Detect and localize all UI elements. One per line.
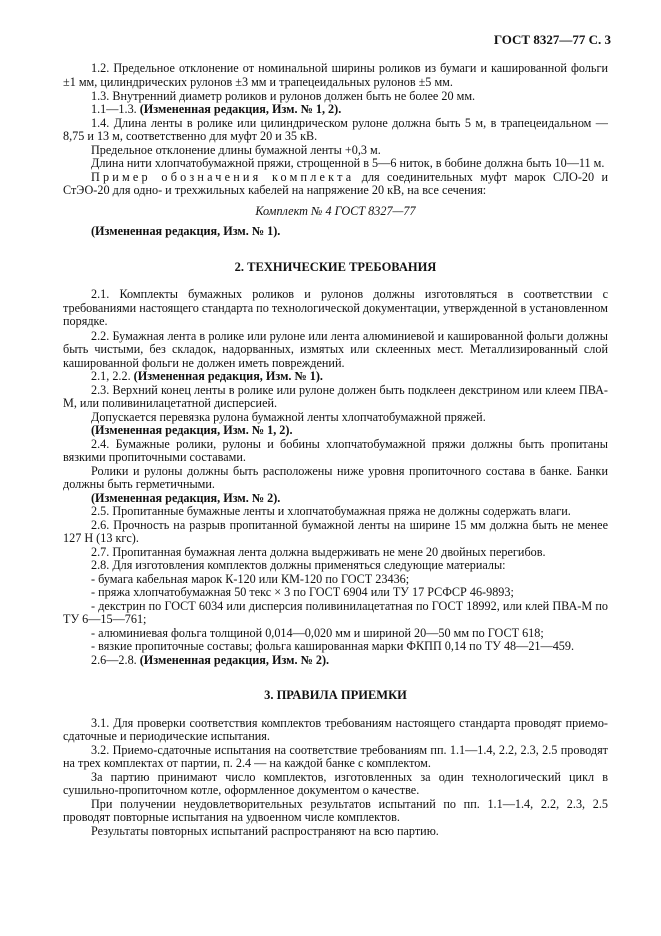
document-body bbox=[63, 62, 608, 838]
revision-prefix: 1.1—1.3. bbox=[91, 102, 140, 117]
material-item: - декстрин по ГОСТ 6034 или дисперсия поливинилацетатная по ГОСТ 18992, или клей ПВА-М по ТУ 6—15—761; bbox=[63, 598, 608, 627]
revision-note-2-1-2-2 bbox=[63, 370, 608, 384]
section-3-title: 3. ПРАВИЛА ПРИЕМКИ bbox=[264, 688, 407, 703]
clause-2-8: 2.8. Для изготовления комплектов должны применяться следующие материалы: bbox=[91, 558, 506, 573]
revision-note-2-4 bbox=[63, 492, 608, 506]
clause-3-2-result: Результаты повторных испытаний распространяют на всю партию. bbox=[91, 823, 439, 838]
revision-text: (Измененная редакция, Изм. № 1). bbox=[133, 369, 323, 384]
revision-note-example bbox=[63, 225, 608, 239]
clause-1-3: 1.3. Внутренний диаметр роликов и рулонов должен быть не более 20 мм. bbox=[91, 88, 476, 103]
clause-1-4-yarn: Длина нити хлопчатобумажной пряжи, строщенной в 5—6 ниток, в бобине должна быть 10—11 м. bbox=[91, 156, 605, 171]
clause-3-2-batch: За партию принимают число комплектов, изготовленных за один технологический цикл в сушильно-пропиточном котле, оформленное документом о качестве. bbox=[63, 769, 608, 798]
revision-prefix: 2.1, 2.2. bbox=[91, 369, 134, 384]
revision-note-2-3 bbox=[63, 424, 608, 438]
clause-3-2-retest: При получении неудовлетворительных результатов испытаний по пп. 1.1—1.4, 2.2, 2.3, 2.5 проводят повторные испытания на удвоенном числе комплектов. bbox=[63, 796, 608, 825]
clause-1-4: 1.4. Длина ленты в ролике или цилиндрическом рулоне должна быть 5 м, в трапецеидальном — 8,75 и 13 м, соответственно для муфт 20 и 35 кВ. bbox=[63, 115, 608, 144]
clause-3-2: 3.2. Приемо-сдаточные испытания на соответствие требованиям пп. 1.1—1.4, 2.2, 2.3, 2.5 проводят на трех комплектах от партии, п. 2.4 — на каждой банке с комплектом. bbox=[63, 742, 608, 771]
revision-note-2-6-2-8 bbox=[63, 654, 608, 668]
clause-2-4: 2.4. Бумажные ролики, рулоны и бобины хлопчатобумажной пряжи должны быть пропитаны вязкими пропиточными составами. bbox=[63, 436, 608, 465]
clause-3-1: 3.1. Для проверки соответствия комплектов требованиям настоящего стандарта проводят приемо-сдаточные и периодические испытания. bbox=[63, 715, 608, 744]
revision-text: (Измененная редакция, Изм. № 1). bbox=[91, 224, 281, 239]
designation-example bbox=[63, 171, 608, 198]
material-item: - вязкие пропиточные составы; фольга кашированная марки ФКПП 0,14 по ТУ 48—21—459. bbox=[91, 639, 575, 654]
clause-2-1: 2.1. Комплекты бумажных роликов и рулонов должны изготовляться в соответствии с требованиями настоящего стандарта по технологической документации, утвержденной в установленном порядке. bbox=[63, 287, 608, 329]
clause-2-6: 2.6. Прочность на разрыв пропитанной бумажной ленты на ширине 15 мм должна быть не менее 127 Н (13 кгс). bbox=[63, 517, 608, 546]
revision-text: (Измененная редакция, Изм. № 2). bbox=[91, 490, 281, 505]
page-header: ГОСТ 8327—77 С. 3 bbox=[493, 32, 611, 47]
clause-2-4-note: Ролики и рулоны должны быть расположены ниже уровня пропиточного состава в банке. Банки должны быть герметичными. bbox=[63, 463, 608, 492]
clause-1-4-deviation: Предельное отклонение длины бумажной ленты +0,3 м. bbox=[91, 142, 381, 157]
revision-text: (Измененная редакция, Изм. № 2). bbox=[139, 652, 330, 667]
clause-2-3-note: Допускается перевязка рулона бумажной ленты хлопчатобумажной пряжей. bbox=[91, 409, 486, 424]
revision-text: (Измененная редакция, Изм. № 1, 2). bbox=[139, 102, 342, 117]
clause-2-3: 2.3. Верхний конец ленты в ролике или рулоне должен быть подклеен декстрином или клеем ПВА-М, или поливинилацетатной дисперсией. bbox=[63, 382, 608, 411]
clause-2-5: 2.5. Пропитанные бумажные ленты и хлопчатобумажная пряжа не должны содержать влаги. bbox=[91, 504, 571, 519]
material-item: - бумага кабельная марок К-120 или КМ-120 по ГОСТ 23436; bbox=[91, 571, 410, 586]
revision-text: (Измененная редакция, Изм. № 1, 2). bbox=[91, 423, 293, 438]
clause-1-2: 1.2. Предельное отклонение от номинальной ширины роликов из бумаги и кашированной фольги ±1 мм, цилиндрических рулонов ±3 мм и трапецеидальных рулонов ±5 мм. bbox=[63, 61, 608, 89]
material-item: - алюминиевая фольга толщиной 0,014—0,020 мм и шириной 20—50 мм по ГОСТ 618; bbox=[91, 625, 544, 640]
example-text: для соединительных муфт марок СЛО-20 и СтЭО-20 для одно- и трехжильных кабелей на напряжение 20 кВ, на все сечения: bbox=[63, 169, 608, 198]
example-label: Пример обозначения комплекта bbox=[91, 169, 355, 184]
example-designation: Комплект № 4 ГОСТ 8327—77 bbox=[255, 203, 416, 218]
section-2-title: 2. ТЕХНИЧЕСКИЕ ТРЕБОВАНИЯ bbox=[234, 259, 437, 274]
clause-2-2: 2.2. Бумажная лента в ролике или рулоне или лента алюминиевой и кашированной фольги должны быть чистыми, без складок, надорванных, измятых или склеенных мест. Металлизированный слой кашированной фольги не должен иметь повреждений. bbox=[63, 328, 608, 370]
material-item: - пряжа хлопчатобумажная 50 текс × 3 по ГОСТ 6904 или ТУ 17 РСФСР 46-9893; bbox=[91, 585, 514, 600]
clause-2-7: 2.7. Пропитанная бумажная лента должна выдерживать не мене 20 двойных перегибов. bbox=[91, 544, 546, 559]
revision-prefix: 2.6—2.8. bbox=[91, 652, 140, 667]
revision-note-1-1-1-3 bbox=[63, 103, 608, 117]
